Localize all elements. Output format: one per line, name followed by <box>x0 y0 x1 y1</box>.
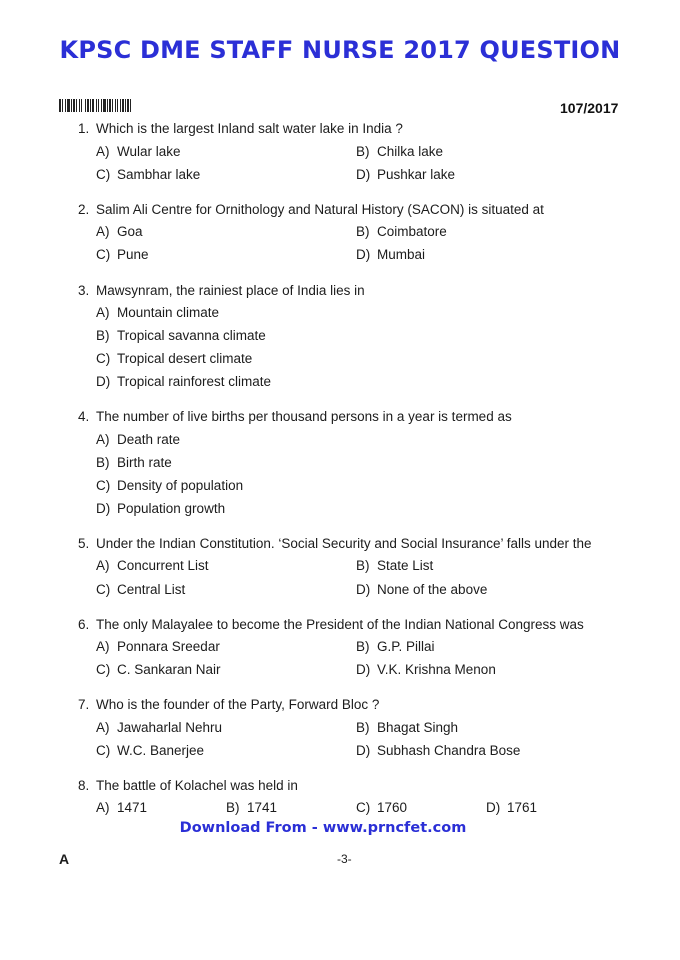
option: A) Concurrent List <box>96 558 209 573</box>
option: C) W.C. Banerjee <box>96 743 205 758</box>
option: C) Sambhar lake <box>96 167 201 182</box>
question-text: 5. Under the Indian Constitution. ‘Social Security and Social Insurance’ falls under the <box>78 536 592 551</box>
question-text: 3. Mawsynram, the rainiest place of India lies in <box>78 283 365 298</box>
option: D) None of the above <box>356 582 488 597</box>
option: A) Mountain climate <box>96 305 220 320</box>
page-number: -3- <box>337 852 352 866</box>
question-text: 1. Which is the largest Inland salt water lake in India ? <box>78 121 403 136</box>
option: A) Ponnara Sreedar <box>96 639 220 654</box>
option: C) C. Sankaran Nair <box>96 662 221 677</box>
question-text: 4. The number of live births per thousand persons in a year is termed as <box>78 409 512 424</box>
question-text: 2. Salim Ali Centre for Ornithology and Natural History (SACON) is situated at <box>78 202 544 217</box>
option: C) 1760 <box>356 800 408 815</box>
option: B) Tropical savanna climate <box>96 328 266 343</box>
option: A) 1471 <box>96 800 148 815</box>
option: D) Pushkar lake <box>356 167 456 182</box>
option: B) Chilka lake <box>356 144 444 159</box>
option: C) Density of population <box>96 478 244 493</box>
series-code: A <box>59 851 70 867</box>
option: B) State List <box>356 558 434 573</box>
option: B) Coimbatore <box>356 224 447 239</box>
page-banner: KPSC DME STAFF NURSE 2017 QUESTION <box>59 36 621 64</box>
option: C) Tropical desert climate <box>96 351 253 366</box>
option: C) Central List <box>96 582 186 597</box>
option: D) Subhash Chandra Bose <box>356 743 521 758</box>
option: A) Wular lake <box>96 144 181 159</box>
option: B) G.P. Pillai <box>356 639 435 654</box>
question-text: 8. The battle of Kolachel was held in <box>78 778 298 793</box>
download-link[interactable]: Download From - www.prncfet.com <box>179 820 467 836</box>
option: A) Jawaharlal Nehru <box>96 720 223 735</box>
option: C) Pune <box>96 247 149 262</box>
option: D) Population growth <box>96 501 226 516</box>
option: D) Mumbai <box>356 247 426 262</box>
paper-code: 107/2017 <box>560 100 619 116</box>
question-text: 6. The only Malayalee to become the President of the Indian National Congress was <box>78 617 584 632</box>
option: A) Goa <box>96 224 143 239</box>
option: A) Death rate <box>96 432 181 447</box>
option: B) Bhagat Singh <box>356 720 459 735</box>
option: D) Tropical rainforest climate <box>96 374 272 389</box>
question-text: 7. Who is the founder of the Party, Forward Bloc ? <box>78 697 380 712</box>
option: B) Birth rate <box>96 455 172 470</box>
option: D) 1761 <box>486 800 538 815</box>
option: D) V.K. Krishna Menon <box>356 662 496 677</box>
barcode <box>59 99 167 112</box>
option: B) 1741 <box>226 800 278 815</box>
